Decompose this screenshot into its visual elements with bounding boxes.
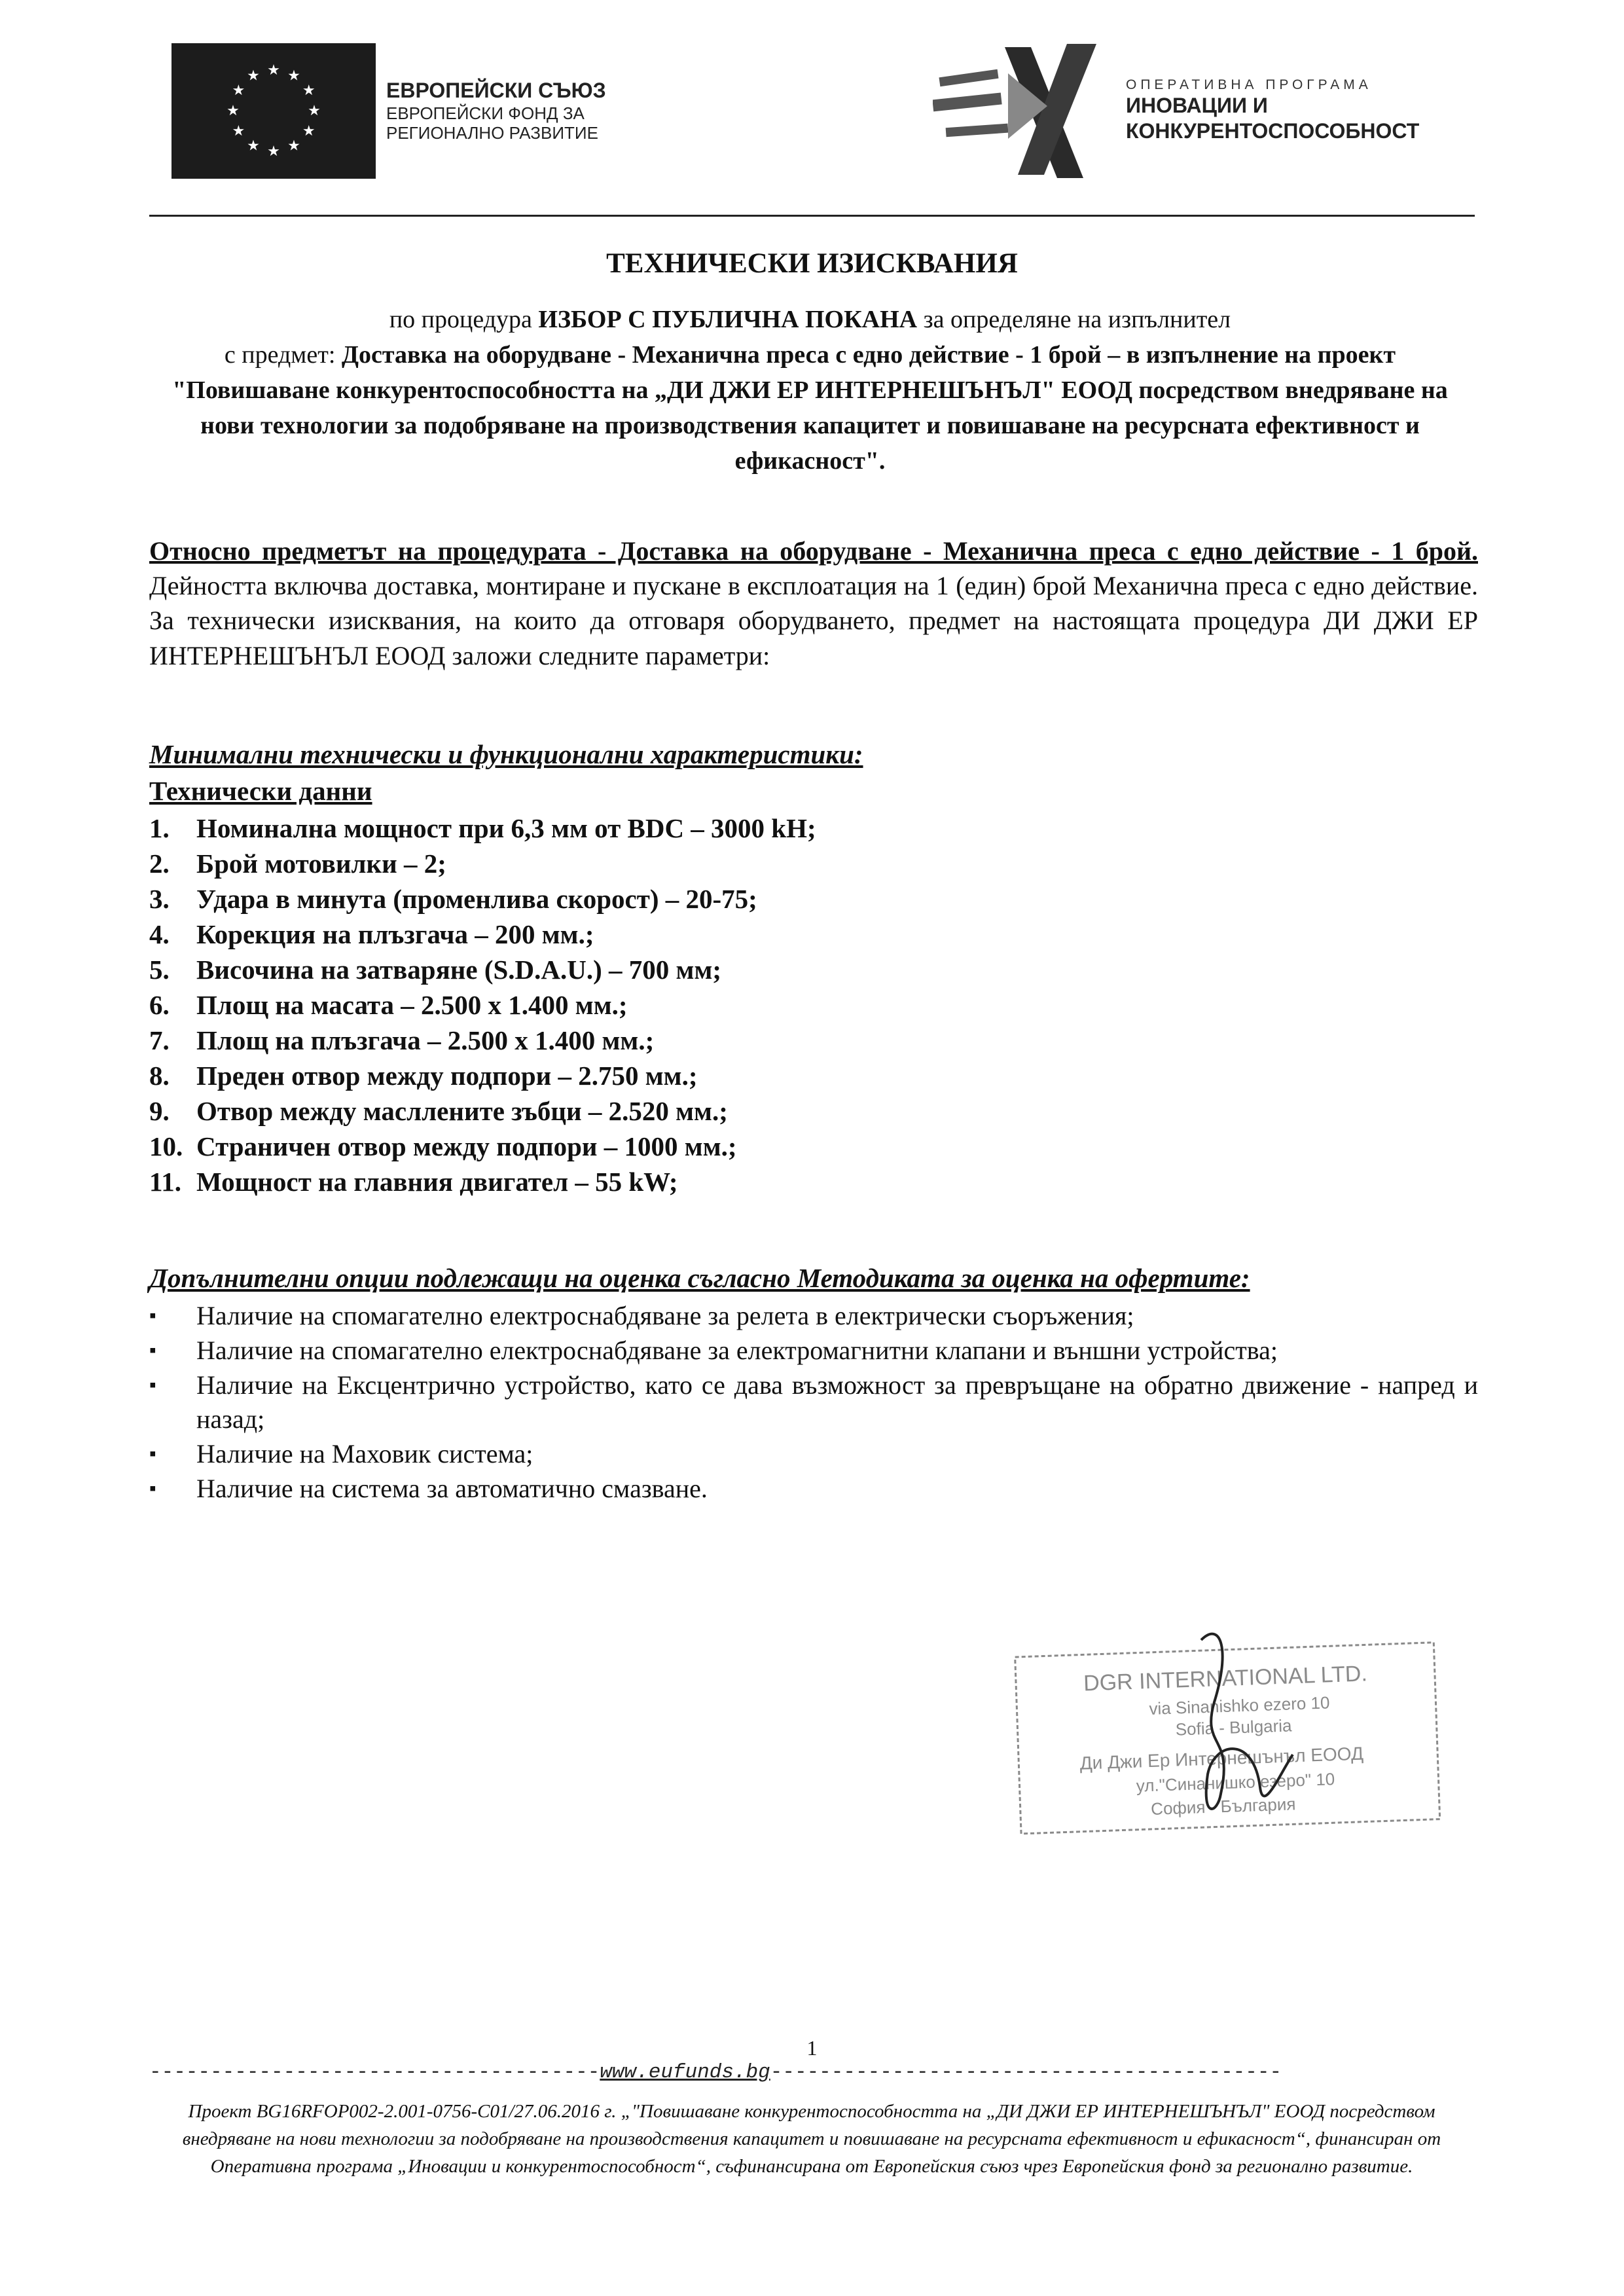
footer-project-note: Проект BG16RFOP002-2.001-0756-C01/27.06.2016 г. „"Повишаване конкурентоспособността на „ДИ ДЖИ ЕР ИНТЕРНЕШЪНЪЛ" ЕООД посредством внедряване на нови технологии за подобряване на производствения капацитет и повишаване на ресурсната ефективност и ефикасност“, финансиран от Оперативна програма „Иновации и конкурентоспособност“, съфинансирана от Европейския съюз чрез Европейския фонд за регионално развитие. [182,2101,1441,2177]
page-number: 1 [806,2036,818,2060]
company-stamp [1005,1624,1443,1846]
spec-item [149,987,816,1023]
min-characteristics-heading: Минимални технически и функционални характеристики: [149,739,863,769]
spec-number: 4. [149,919,170,949]
eu-star-icon: ★ [232,122,245,139]
eu-caption-line3: РЕГИОНАЛНО РАЗВИТИЕ [386,123,598,143]
option-item [149,1334,1478,1368]
spec-number: 1. [149,813,170,843]
footer-website: www.eufunds.bg [600,2061,770,2084]
spec-number: 9. [149,1096,170,1126]
eu-star-icon: ★ [302,82,316,98]
spec-number: 7. [149,1025,170,1055]
subject-body: Дейността включва доставка, монтиране и пускане в експлоатация на 1 (един) брой Механична преса с едно действие. За технически изисквания, на които да отговаря оборудването, предмет на настоящата процедура ДИ ДЖИ ЕР ИНТЕРНЕШЪНЪЛ ЕООД заложи следните параметри: [149,571,1478,670]
spec-number: 5. [149,955,170,985]
additional-options-heading: Допълнителни опции подлежащи на оценка съгласно Методиката за оценка на офертите: [149,1263,1250,1293]
eu-star-icon: ★ [267,62,280,78]
stamp-line6: София - България [1150,1794,1296,1819]
eu-star-icon: ★ [287,67,300,84]
spec-item [149,1164,816,1199]
spec-number: 10. [149,1131,183,1161]
spec-text: Преден отвор между подпори – 2.750 мм.; [196,1061,698,1091]
spec-text: Отвор между масллените зъбци – 2.520 мм.; [196,1096,728,1126]
op-caption-line2: КОНКУРЕНТОСПОСОБНОСТ [1126,119,1420,143]
option-text: Наличие на Маховик система; [196,1439,533,1469]
bullet-icon: ▪ [149,1443,156,1465]
eu-star-icon: ★ [287,137,300,154]
spec-item [149,1023,816,1058]
stamp-line4: Ди Джи Ер Интернешънъл ЕООД [1079,1743,1364,1774]
spec-text: Номинална мощност при 6,3 мм от BDC – 3000 kH; [196,813,816,843]
spec-item [149,1058,816,1093]
options-list [149,1299,1478,1506]
spec-text: Мощност на главния двигател – 55 kW; [196,1167,678,1197]
bullet-icon: ▪ [149,1305,156,1326]
spec-item [149,1129,816,1164]
op-caption-line1: ИНОВАЦИИ И [1126,94,1268,117]
spec-item [149,952,816,987]
eu-star-icon: ★ [226,102,240,118]
option-item [149,1368,1478,1438]
intro-prefix: по процедура [389,306,539,333]
option-text: Наличие на спомагателно електроснабдяване за релета в електрически съоръжения; [196,1301,1134,1330]
eu-caption-line2: ЕВРОПЕЙСКИ ФОНД ЗА [386,103,585,123]
spec-text: Страничен отвор между подпори – 1000 мм.; [196,1131,737,1161]
subject-heading: Относно предметът на процедурата - Доставка на оборудване - Механична преса с едно действие - 1 брой. [149,536,1478,566]
spec-text: Площ на плъзгача – 2.500 х 1.400 мм.; [196,1025,655,1055]
spec-number: 8. [149,1061,170,1091]
eu-flag-logo [171,43,376,179]
procedure-intro [157,302,1463,479]
stamp-line5: ул."Синанишко езеро" 10 [1136,1769,1335,1796]
intro-subject-text: Доставка на оборудване - Механична преса с едно действие - 1 брой – в изпълнение на проект "Повишаване конкурентоспособността на „ДИ ДЖИ ЕР ИНТЕРНЕШЪНЪЛ" ЕООД посредством внедряване на нови технологии за подобряване на производствения капацитет и повишаване на ресурсната ефективност и ефикасност". [172,340,1448,475]
intro-subject-label: с предмет: [224,340,342,369]
op-program-caption [1126,77,1419,144]
technical-data-heading: Технически данни [149,776,372,806]
eu-caption-line1: ЕВРОПЕЙСКИ СЪЮЗ [386,79,606,102]
spec-text: Площ на масата – 2.500 х 1.400 мм.; [196,990,628,1020]
op-caption-small: ОПЕРАТИВНА ПРОГРАМА [1126,77,1372,92]
footer-website-line: -------------------------------------www.eufunds.bg------------------------------------------ [149,2061,1282,2084]
spec-item [149,1093,816,1129]
op-program-logo [933,34,1126,188]
spec-number: 3. [149,884,170,914]
spec-text: Корекция на плъзгача – 200 мм.; [196,919,594,949]
document-title: ТЕХНИЧЕСКИ ИЗИСКВАНИЯ [606,248,1018,279]
spec-number: 11. [149,1167,181,1197]
option-text: Наличие на спомагателно електроснабдяване за електромагнитни клапани и външни устройства; [196,1335,1278,1365]
spec-number: 6. [149,990,170,1020]
eu-fund-caption [386,79,606,143]
eu-star-icon: ★ [247,137,260,154]
stamp-line2: via Sinanishko ezero 10 [1148,1692,1330,1719]
spec-text: Удара в минута (променлива скорост) – 20-75; [196,884,757,914]
option-item [149,1437,1478,1472]
spec-item [149,881,816,917]
intro-purpose: за определяне на изпълнител [917,306,1231,333]
bullet-icon: ▪ [149,1477,156,1499]
option-item [149,1472,1478,1506]
bullet-icon: ▪ [149,1374,156,1396]
option-item [149,1299,1478,1334]
option-text: Наличие на система за автоматично смазване. [196,1473,708,1503]
bullet-icon: ▪ [149,1339,156,1361]
eu-star-icon: ★ [302,122,316,139]
spec-number: 2. [149,848,170,879]
stamp-line3: Sofia - Bulgaria [1175,1715,1292,1740]
eu-star-icon: ★ [232,82,245,98]
subject-paragraph [149,534,1478,673]
spec-text: Височина на затваряне (S.D.A.U.) – 700 мм; [196,955,722,985]
spec-item [149,846,816,881]
spec-item [149,811,816,846]
spec-text: Брой мотовилки – 2; [196,848,446,879]
eu-star-icon: ★ [308,102,321,118]
eu-star-icon: ★ [267,143,280,159]
spec-item [149,917,816,952]
stamp-line1: DGR INTERNATIONAL LTD. [1083,1661,1368,1696]
intro-procedure-type: ИЗБОР С ПУБЛИЧНА ПОКАНА [538,306,918,333]
header-divider [149,215,1475,217]
eu-star-icon: ★ [247,67,260,84]
option-text: Наличие на Ексцентрично устройство, като се дава възможност за превръщане на обратно движение - напред и назад; [196,1370,1478,1434]
spec-list [149,811,816,1199]
